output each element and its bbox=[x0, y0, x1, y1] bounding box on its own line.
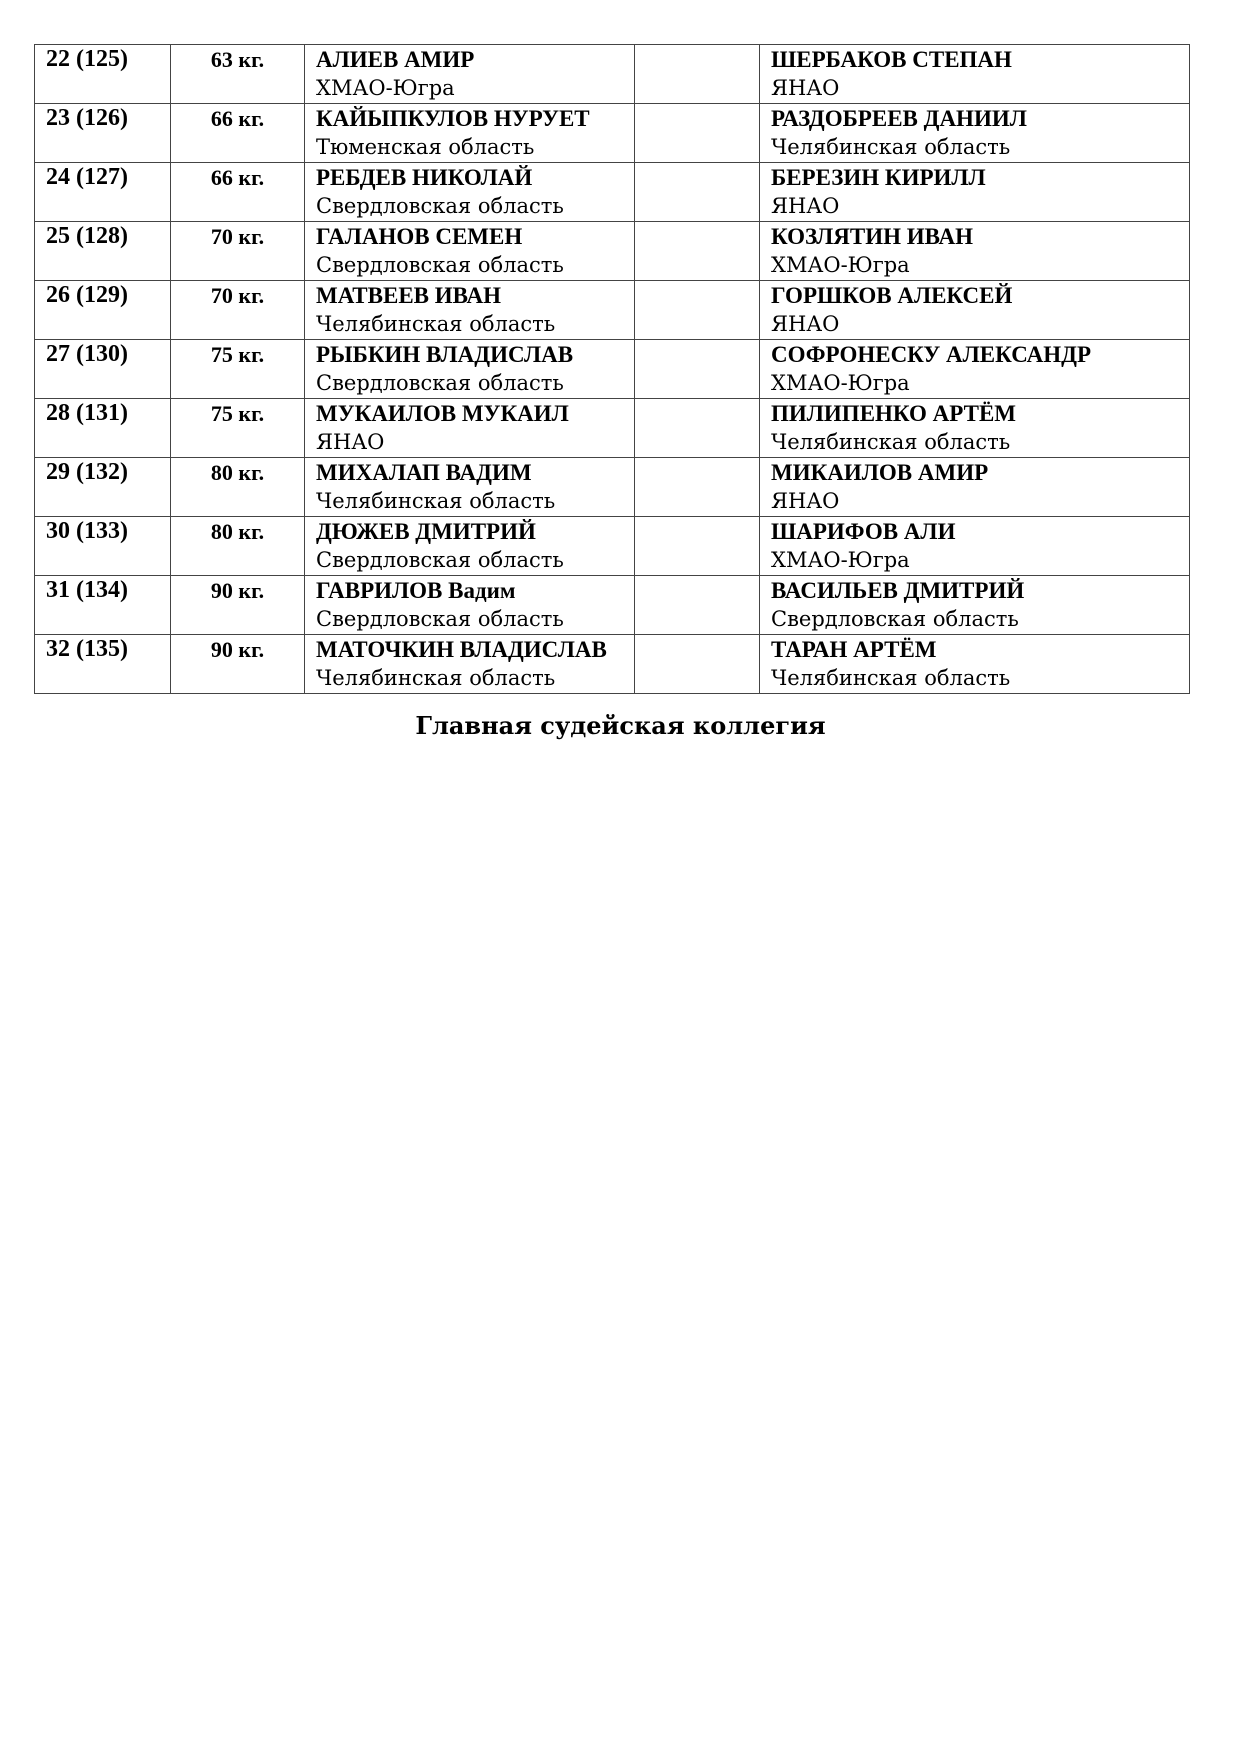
athlete-region: Свердловская область bbox=[316, 548, 564, 572]
athlete-region: Свердловская область bbox=[316, 371, 564, 395]
blue-corner-athlete bbox=[760, 163, 1190, 222]
athlete-region: Свердловская область bbox=[316, 253, 564, 277]
red-corner-athlete bbox=[305, 45, 635, 104]
blue-corner-athlete bbox=[760, 399, 1190, 458]
table-row bbox=[35, 45, 1190, 104]
athlete-name: СОФРОНЕСКУ АЛЕКСАНДР bbox=[771, 342, 1092, 367]
athlete-name: БЕРЕЗИН КИРИЛЛ bbox=[771, 165, 986, 190]
red-corner-athlete bbox=[305, 576, 635, 635]
bout-number: 30 (133) bbox=[35, 517, 171, 576]
athlete-name: МИХАЛАП ВАДИМ bbox=[316, 460, 532, 485]
athlete-name: РЫБКИН ВЛАДИСЛАВ bbox=[316, 342, 574, 367]
athlete-name: КОЗЛЯТИН ИВАН bbox=[771, 224, 974, 249]
table-row bbox=[35, 163, 1190, 222]
table-row bbox=[35, 517, 1190, 576]
athlete-region: Челябинская область bbox=[316, 489, 556, 513]
bout-number: 23 (126) bbox=[35, 104, 171, 163]
result-cell bbox=[635, 399, 760, 458]
bout-number: 27 (130) bbox=[35, 340, 171, 399]
athlete-name: КАЙЫПКУЛОВ НУРУЕТ bbox=[316, 106, 590, 131]
blue-corner-athlete bbox=[760, 281, 1190, 340]
weight-class: 80 кг. bbox=[171, 458, 305, 517]
result-cell bbox=[635, 340, 760, 399]
red-corner-athlete bbox=[305, 340, 635, 399]
result-cell bbox=[635, 458, 760, 517]
bout-number: 26 (129) bbox=[35, 281, 171, 340]
bout-number: 25 (128) bbox=[35, 222, 171, 281]
weight-class: 70 кг. bbox=[171, 222, 305, 281]
athlete-region: Челябинская область bbox=[316, 666, 556, 690]
result-cell bbox=[635, 635, 760, 694]
blue-corner-athlete bbox=[760, 340, 1190, 399]
weight-class: 70 кг. bbox=[171, 281, 305, 340]
athlete-region: Челябинская область bbox=[771, 666, 1011, 690]
red-corner-athlete bbox=[305, 399, 635, 458]
weight-class: 80 кг. bbox=[171, 517, 305, 576]
athlete-region: Челябинская область bbox=[771, 135, 1011, 159]
athlete-name: МАТОЧКИН ВЛАДИСЛАВ bbox=[316, 637, 607, 662]
bout-number: 24 (127) bbox=[35, 163, 171, 222]
athlete-region: Тюменская область bbox=[316, 135, 535, 159]
athlete-name: ШАРИФОВ АЛИ bbox=[771, 519, 956, 544]
bouts-table bbox=[34, 44, 1190, 694]
athlete-name: ГАВРИЛОВ Вадим bbox=[316, 578, 516, 603]
athlete-region: ЯНАО bbox=[771, 489, 840, 513]
athlete-name: МИКАИЛОВ АМИР bbox=[771, 460, 989, 485]
athlete-region: Свердловская область bbox=[316, 194, 564, 218]
table-row bbox=[35, 340, 1190, 399]
weight-class: 75 кг. bbox=[171, 340, 305, 399]
bout-number: 28 (131) bbox=[35, 399, 171, 458]
red-corner-athlete bbox=[305, 281, 635, 340]
athlete-name: ДЮЖЕВ ДМИТРИЙ bbox=[316, 519, 536, 544]
athlete-name: ПИЛИПЕНКО АРТЁМ bbox=[771, 401, 1017, 426]
result-cell bbox=[635, 45, 760, 104]
blue-corner-athlete bbox=[760, 458, 1190, 517]
table-row bbox=[35, 104, 1190, 163]
bout-number: 22 (125) bbox=[35, 45, 171, 104]
athlete-name: ГОРШКОВ АЛЕКСЕЙ bbox=[771, 283, 1013, 308]
red-corner-athlete bbox=[305, 104, 635, 163]
result-cell bbox=[635, 163, 760, 222]
result-cell bbox=[635, 222, 760, 281]
athlete-region: ХМАО-Югра bbox=[771, 253, 910, 277]
athlete-region: ХМАО-Югра bbox=[771, 371, 910, 395]
weight-class: 66 кг. bbox=[171, 104, 305, 163]
chief-judges-panel-caption: Главная судейская коллегия bbox=[415, 711, 826, 740]
weight-class: 75 кг. bbox=[171, 399, 305, 458]
table-row bbox=[35, 399, 1190, 458]
athlete-region: ЯНАО bbox=[316, 430, 385, 454]
athlete-name: ТАРАН АРТЁМ bbox=[771, 637, 937, 662]
athlete-region: ХМАО-Югра bbox=[771, 548, 910, 572]
athlete-name: МУКАИЛОВ МУКАИЛ bbox=[316, 401, 569, 426]
result-cell bbox=[635, 281, 760, 340]
table-row bbox=[35, 281, 1190, 340]
athlete-region: Свердловская область bbox=[316, 607, 564, 631]
bout-number: 29 (132) bbox=[35, 458, 171, 517]
athlete-name: МАТВЕЕВ ИВАН bbox=[316, 283, 502, 308]
athlete-region: ЯНАО bbox=[771, 194, 840, 218]
table-row bbox=[35, 222, 1190, 281]
red-corner-athlete bbox=[305, 222, 635, 281]
red-corner-athlete bbox=[305, 635, 635, 694]
bout-number: 32 (135) bbox=[35, 635, 171, 694]
athlete-region: ХМАО-Югра bbox=[316, 76, 455, 100]
bout-number: 31 (134) bbox=[35, 576, 171, 635]
result-cell bbox=[635, 576, 760, 635]
athlete-name: РАЗДОБРЕЕВ ДАНИИЛ bbox=[771, 106, 1027, 131]
result-cell bbox=[635, 104, 760, 163]
red-corner-athlete bbox=[305, 517, 635, 576]
athlete-region: Челябинская область bbox=[316, 312, 556, 336]
bouts-table-body bbox=[35, 45, 1190, 694]
athlete-name: ВАСИЛЬЕВ ДМИТРИЙ bbox=[771, 578, 1025, 603]
red-corner-athlete bbox=[305, 163, 635, 222]
athlete-region: Свердловская область bbox=[771, 607, 1019, 631]
blue-corner-athlete bbox=[760, 45, 1190, 104]
blue-corner-athlete bbox=[760, 517, 1190, 576]
athlete-name: ШЕРБАКОВ СТЕПАН bbox=[771, 47, 1012, 72]
table-row bbox=[35, 635, 1190, 694]
weight-class: 63 кг. bbox=[171, 45, 305, 104]
athlete-name: АЛИЕВ АМИР bbox=[316, 47, 475, 72]
weight-class: 66 кг. bbox=[171, 163, 305, 222]
athlete-region: ЯНАО bbox=[771, 312, 840, 336]
result-cell bbox=[635, 517, 760, 576]
athlete-name: ГАЛАНОВ СЕМЕН bbox=[316, 224, 523, 249]
athlete-region: ЯНАО bbox=[771, 76, 840, 100]
weight-class: 90 кг. bbox=[171, 576, 305, 635]
blue-corner-athlete bbox=[760, 576, 1190, 635]
table-row bbox=[35, 458, 1190, 517]
table-row bbox=[35, 576, 1190, 635]
blue-corner-athlete bbox=[760, 104, 1190, 163]
red-corner-athlete bbox=[305, 458, 635, 517]
athlete-name: РЕБДЕВ НИКОЛАЙ bbox=[316, 165, 533, 190]
blue-corner-athlete bbox=[760, 222, 1190, 281]
blue-corner-athlete bbox=[760, 635, 1190, 694]
athlete-region: Челябинская область bbox=[771, 430, 1011, 454]
weight-class: 90 кг. bbox=[171, 635, 305, 694]
